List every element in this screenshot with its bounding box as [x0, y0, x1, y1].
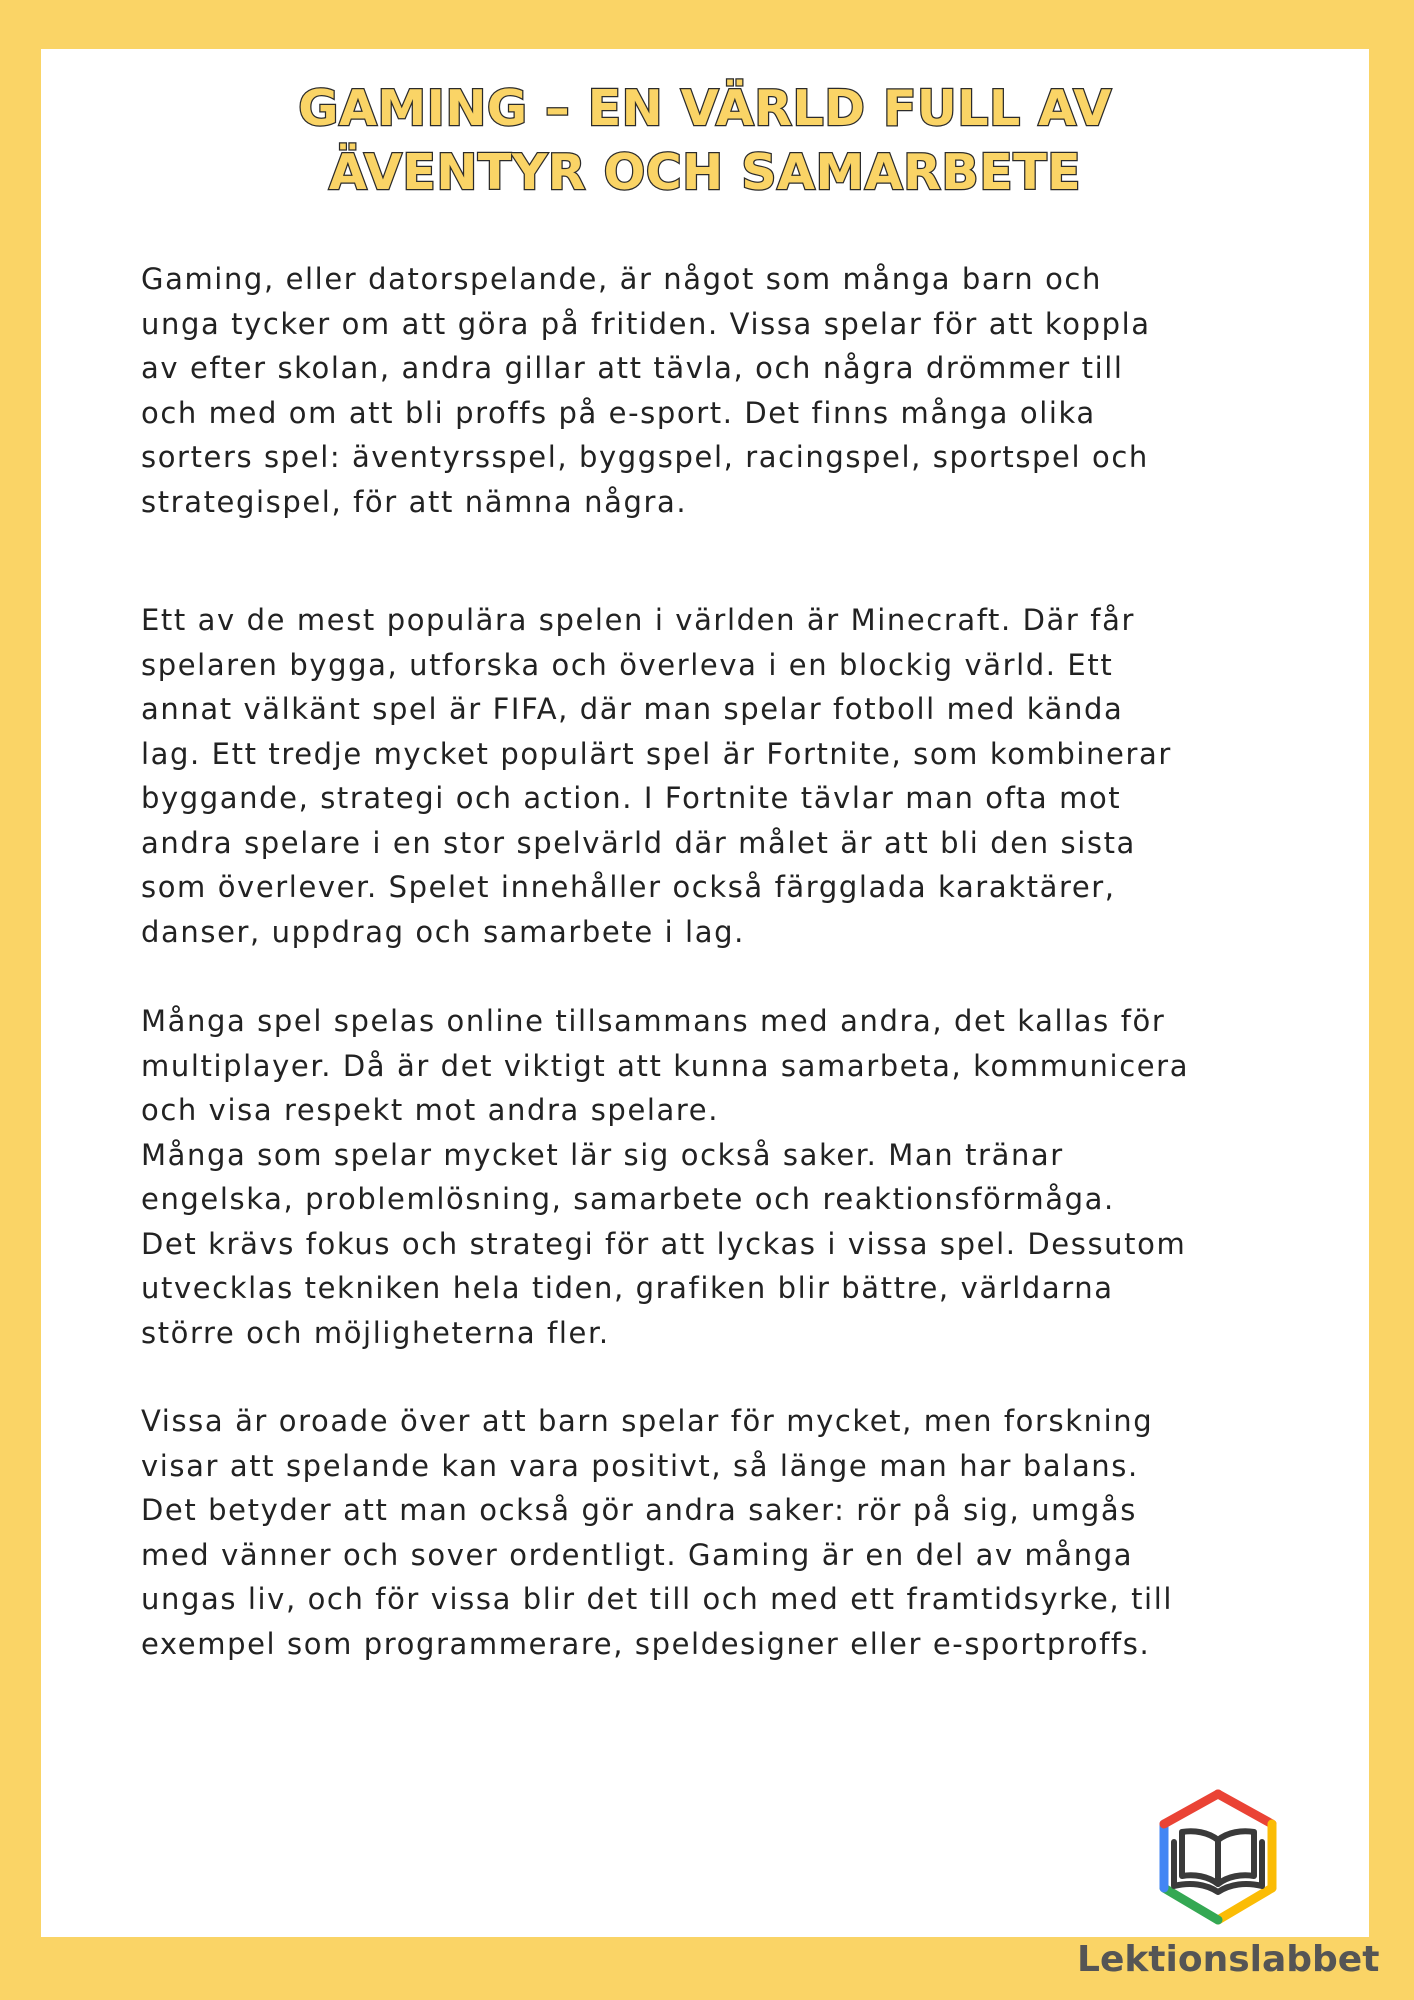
text-line: Ett av de mest populära spelen i världen är Minecraft. Där får [141, 603, 1135, 637]
text-line: utvecklas tekniken hela tiden, grafiken blir bättre, världarna [141, 1271, 1114, 1305]
text-line: Vissa är oroade över att barn spelar för mycket, men forskning [141, 1404, 1154, 1438]
text-line: Det betyder att man också gör andra saker: rör på sig, umgås [141, 1493, 1138, 1527]
text-line: och visa respekt mot andra spelare. [141, 1093, 720, 1127]
text-line: Många som spelar mycket lär sig också saker. Man tränar [141, 1137, 1064, 1172]
title-line: ÄVENTYR OCH SAMARBETE [328, 144, 1082, 201]
text-line: andra spelare i en stor spelvärld där målet är att bli den sista [141, 825, 1136, 860]
text-line: Gaming, eller datorspelande, är något som många barn och [141, 262, 1102, 296]
text-line: engelska, problemlösning, samarbete och reaktionsförmåga. [141, 1182, 1115, 1216]
open-book-hexagon-icon [1154, 1788, 1282, 1928]
text-line: byggande, strategi och action. I Fortnite tävlar man ofta mot [141, 781, 1122, 815]
title-line: GAMING – EN VÄRLD FULL AV [298, 80, 1112, 137]
document-page [41, 49, 1369, 1937]
text-line: ungas liv, och för vissa blir det till och med ett framtidsyrke, till [141, 1582, 1174, 1616]
text-line: annat välkänt spel är FIFA, där man spelar fotboll med kända [141, 692, 1124, 726]
paragraph-intro [141, 257, 1341, 524]
paragraph-popular-games [141, 598, 1341, 954]
text-line: som överlever. Spelet innehåller också färgglada karaktärer, [141, 870, 1116, 904]
paragraph-balance [141, 1399, 1341, 1666]
text-line: multiplayer. Då är det viktigt att kunna samarbeta, kommunicera [141, 1048, 1190, 1083]
text-line: strategispel, för att nämna några. [141, 484, 688, 519]
document-title [41, 77, 1369, 205]
text-line: av efter skolan, andra gillar att tävla, och några drömmer till [141, 351, 1124, 385]
text-line: med vänner och sover ordentligt. Gaming är en del av många [141, 1537, 1134, 1572]
paragraph-multiplayer [141, 999, 1341, 1355]
text-line: större och möjligheterna fler. [141, 1315, 610, 1350]
text-line: danser, uppdrag och samarbete i lag. [141, 914, 745, 949]
text-line: unga tycker om att göra på fritiden. Vissa spelar för att koppla [141, 306, 1151, 341]
text-line: Det krävs fokus och strategi för att lyckas i vissa spel. Dessutom [141, 1226, 1187, 1261]
text-line: exempel som programmerare, speldesigner eller e-sportproffs. [141, 1626, 1151, 1661]
brand-name: Lektionslabbet [1077, 1939, 1380, 1980]
text-line: lag. Ett tredje mycket populärt spel är Fortnite, som kombinerar [141, 736, 1172, 771]
text-line: visar att spelande kan vara positivt, så länge man har balans. [141, 1448, 1139, 1483]
text-line: och med om att bli proffs på e-sport. Det finns många olika [141, 395, 1096, 430]
text-line: spelaren bygga, utforska och överleva i en blockig värld. Ett [141, 647, 1114, 682]
text-line: Många spel spelas online tillsammans med andra, det kallas för [141, 1004, 1166, 1038]
text-line: sorters spel: äventyrsspel, byggspel, racingspel, sportspel och [141, 440, 1149, 474]
